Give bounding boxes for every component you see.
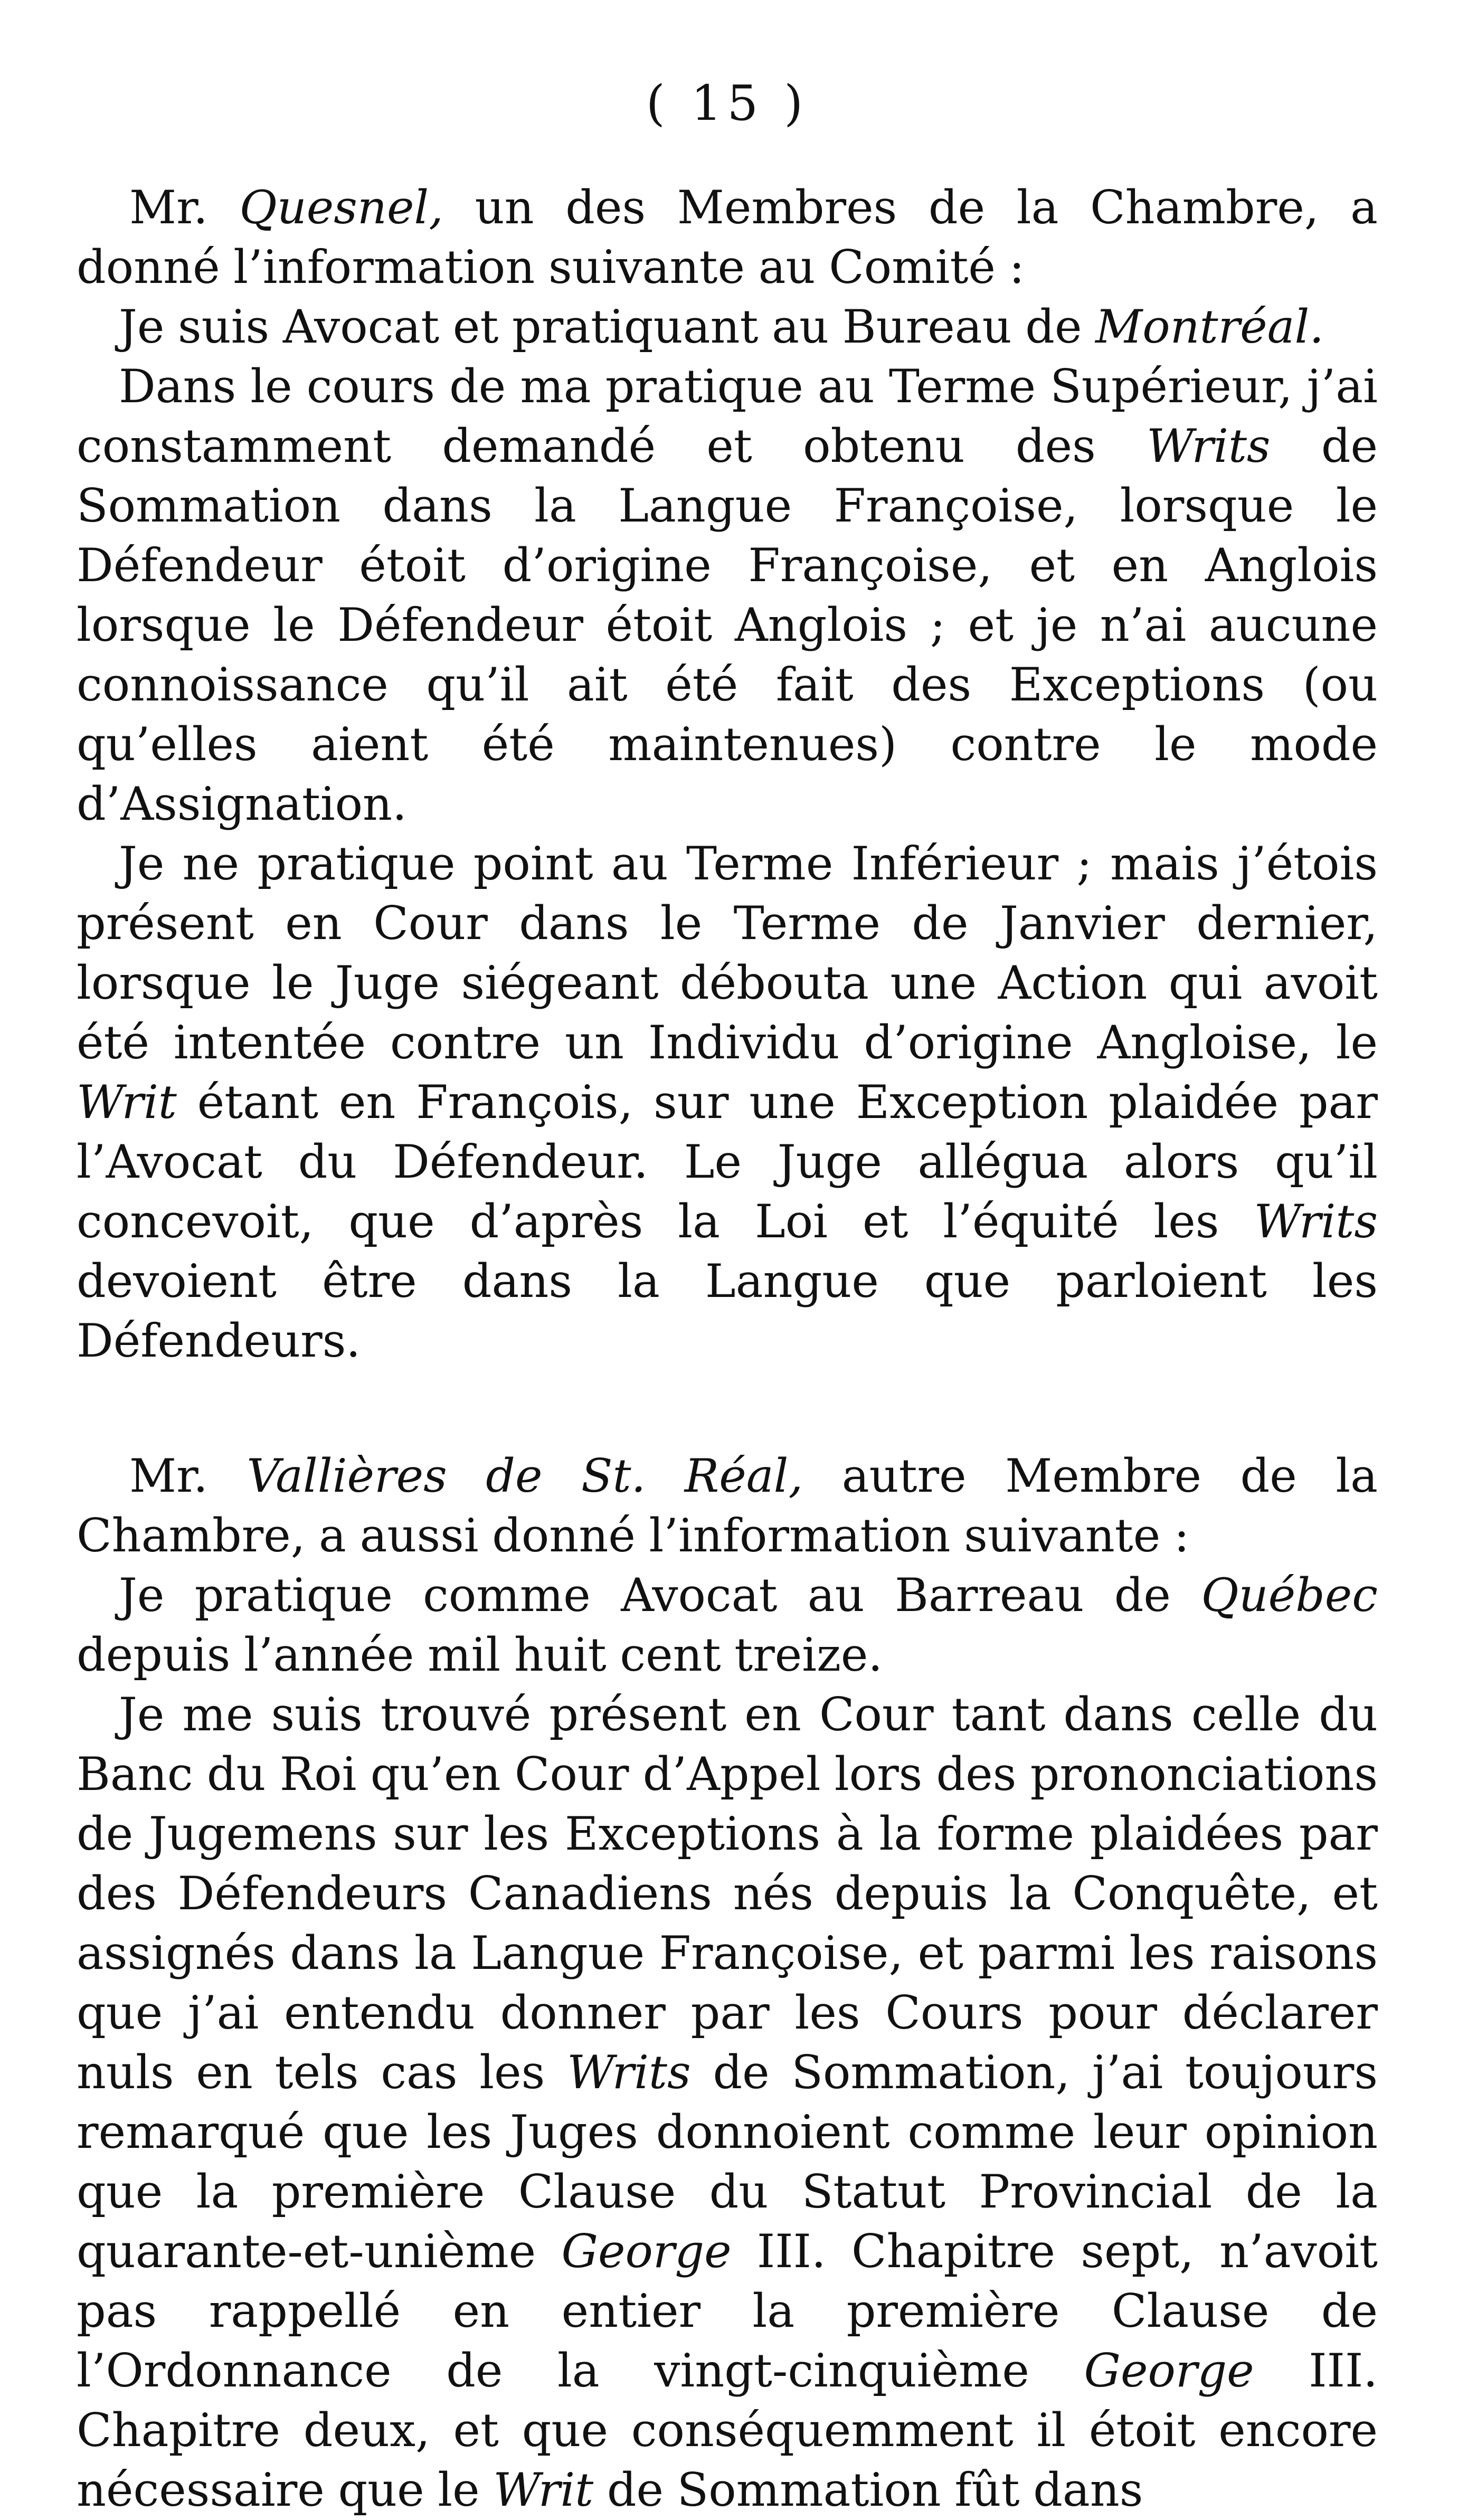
text-run: depuis l’année mil huit cent treize. <box>77 1628 883 1682</box>
text-run: de Sommation dans la Langue Françoise, lorsque le Défendeur étoit d’origine Françoise, et en Anglois lorsque le Défendeur étoit Anglois ; et je n’ai aucune connoissance qu’il ait été fait des Exceptions (ou qu’elles aient été maintenues) contre le mode d’Assignation. <box>77 419 1378 831</box>
paragraph <box>77 1685 1378 2520</box>
text-run: III. Chapitre sept, n’avoit pas rappellé en entier la première Clause de l’Ordonnance de la vingt-cinquième <box>77 2224 1378 2398</box>
text-run: Je suis Avocat et pratiquant au Bureau de <box>119 300 1096 354</box>
text-run: de Sommation, j’ai toujours remarqué que les Juges donnoient comme leur opinion que la première Clause du Statut Provincial de la quarante-et-unième <box>77 2045 1378 2278</box>
text-run: Je pratique comme Avocat au Barreau de <box>119 1568 1201 1622</box>
text-run: III. Chapitre deux, et que conséquemment il étoit encore nécessaire que le <box>77 2344 1378 2517</box>
text-run: autre Membre de la Chambre, a aussi donné l’information suivante : <box>77 1449 1378 1562</box>
paragraph <box>77 834 1378 1371</box>
text-run: un des Membres de la Chambre, a donné l’information suivante au Comité : <box>77 181 1378 294</box>
text-run-italic: Québec <box>1201 1568 1378 1622</box>
paragraph <box>77 1566 1378 1685</box>
section-divider-space <box>77 1371 1378 1446</box>
text-run-italic: George <box>561 2224 732 2278</box>
paragraph <box>77 297 1378 357</box>
text-run: étant en François, sur une Exception plaidée par l’Avocat du Défendeur. Le Juge allégua alors qu’il concevoit, que d’après la Loi et l’équité les <box>77 1075 1378 1248</box>
text-run: Mr. <box>129 1449 247 1503</box>
text-run-italic: Writ <box>77 1075 177 1129</box>
text-run: Dans le cours de ma pratique au Terme Supérieur, j’ai constamment demandé et obtenu des <box>77 359 1378 473</box>
text-run-italic: Writ <box>493 2463 594 2517</box>
text-run: Je me suis trouvé présent en Cour tant dans celle du Banc du Roi qu’en Cour d’Appel lors des prononciations de Jugemens sur les Exceptions à la forme plaidées par des Défendeurs Canadiens nés depuis la Conquête, et assignés dans la Langue Françoise, et parmi les raisons que j’ai entendu donner par les Cours pour déclarer nuls en tels cas les <box>77 1688 1378 2099</box>
text-run-italic: George <box>1084 2344 1254 2398</box>
text-run-italic: Writs <box>1147 419 1271 473</box>
page-number: ( 15 ) <box>646 75 809 131</box>
text-run-italic: Writs <box>567 2045 691 2099</box>
text-run: Mr. <box>129 181 240 234</box>
testimony-vallieres <box>77 1446 1378 2520</box>
document-page <box>77 75 1378 2517</box>
text-run-italic: Montréal. <box>1095 300 1324 354</box>
text-run: Je ne pratique point au Terme Inférieur ; mais j’étois présent en Cour dans le Terme de Janvier dernier, lorsque le Juge siégeant débouta une Action qui avoit été intentée contre un Individu d’origine Angloise, le <box>77 837 1378 1069</box>
text-run: de Sommation fût dans <box>593 2463 1143 2517</box>
text-run: devoient être dans la Langue que parloient les Défendeurs. <box>77 1254 1378 1368</box>
testimony-quesnel <box>77 178 1378 1371</box>
text-run-italic: Writs <box>1254 1195 1378 1248</box>
paragraph <box>77 1446 1378 1566</box>
paragraph <box>77 178 1378 297</box>
paragraph <box>77 357 1378 834</box>
text-run-italic: Quesnel, <box>239 181 443 234</box>
text-run-italic: Vallières de St. Réal, <box>247 1449 803 1503</box>
